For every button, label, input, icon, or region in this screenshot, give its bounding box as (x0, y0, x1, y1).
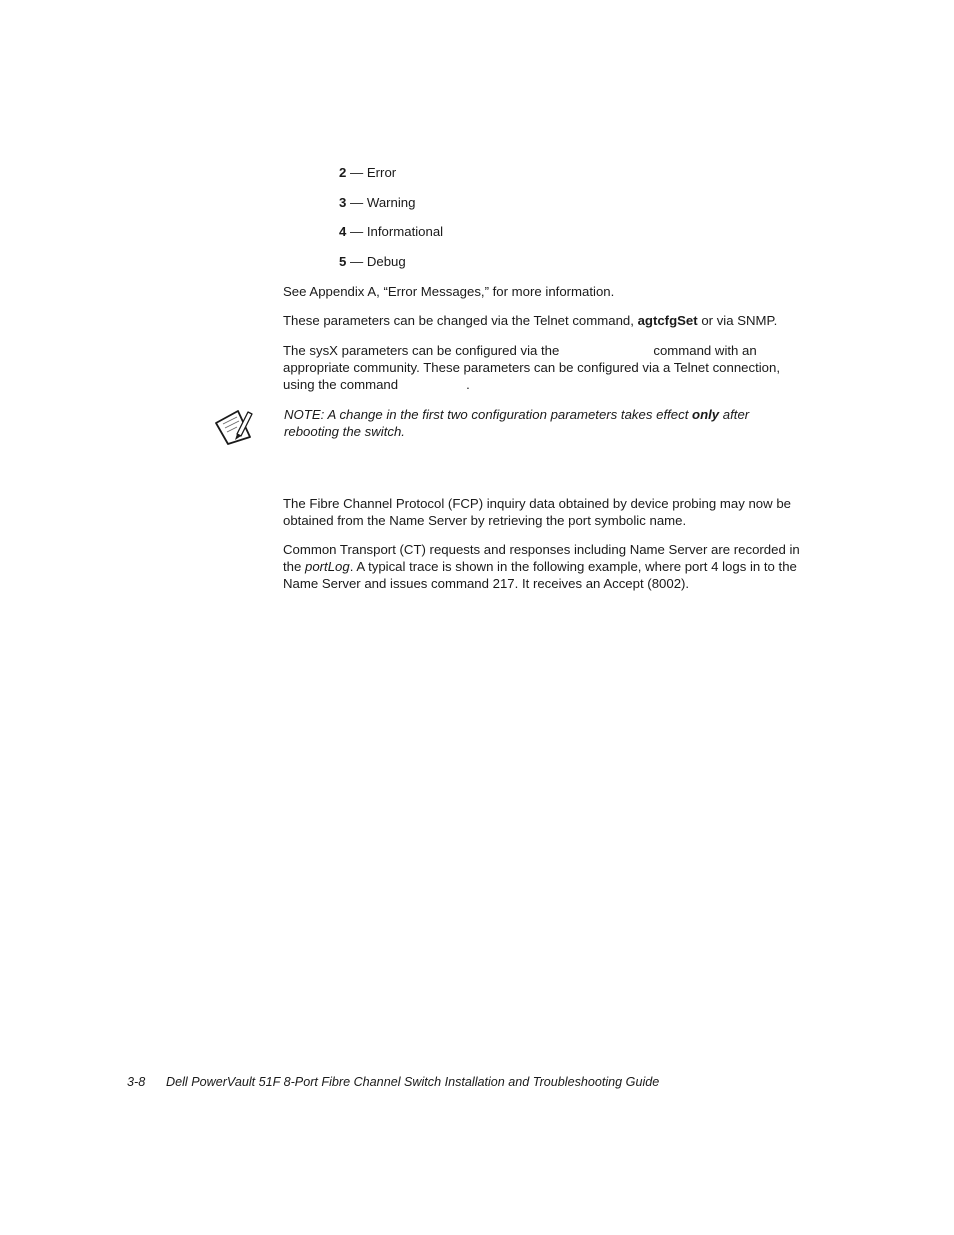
note-pencil-icon (213, 407, 255, 445)
note-emphasis: only (692, 407, 720, 422)
level-item: 5 — Debug (339, 254, 406, 269)
common-transport-paragraph: Common Transport (CT) requests and responses including Name Server are recorded in the portLog. A typical trace is shown in the following example, where port 4 logs in to the Name Server and issues command 217. It receives an Accept (8002). (283, 542, 800, 591)
sysx-parameters-paragraph: The sysX parameters can be configured via the command with an appropriate community. These parameters can be configured via a Telnet connection, using the command . (283, 343, 781, 392)
fcp-inquiry-paragraph: The Fibre Channel Protocol (FCP) inquiry data obtained by device probing may now be obtained from the Name Server by retrieving the port symbolic name. (283, 496, 791, 528)
portlog-term: portLog (305, 559, 350, 574)
page-footer (127, 1074, 659, 1091)
document-title: Dell PowerVault 51F 8-Port Fibre Channel Switch Installation and Troubleshooting Guide (166, 1075, 660, 1089)
page-number: 3-8 (127, 1075, 146, 1089)
note-text: NOTE: A change in the first two configuration parameters takes effect only after rebooting the switch. (284, 407, 750, 439)
agtcfgset-command: agtcfgSet (637, 313, 698, 328)
parameters-change-paragraph: These parameters can be changed via the Telnet command, agtcfgSet or via SNMP. (283, 313, 778, 328)
level-item: 3 — Warning (339, 195, 416, 210)
level-item: 2 — Error (339, 165, 397, 180)
level-item: 4 — Informational (339, 224, 444, 239)
appendix-reference-paragraph: See Appendix A, “Error Messages,” for more information. (283, 284, 615, 299)
